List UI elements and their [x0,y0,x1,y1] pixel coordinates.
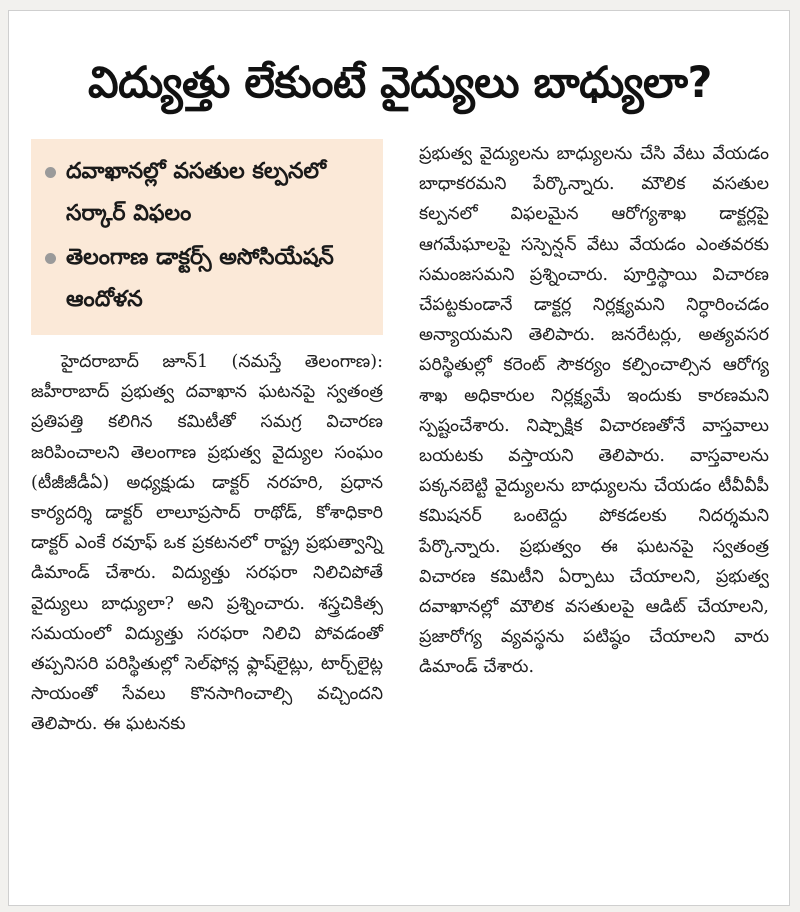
highlight-item [45,237,373,321]
newspaper-clipping [8,10,790,906]
article-body-left: హైదరాబాద్ జూన్1 (నమస్తే తెలంగాణ): జహీరాబాద్ ప్రభుత్వ దవాఖాన ఘటనపై స్వతంత్ర ప్రతిపత్తి కలిగిన కమిటీతో సమగ్ర విచారణ జరిపించాలని తెలంగాణ ప్రభుత్వ వైద్యుల సంఘం (టీజీజీడీఏ) అధ్యక్షుడు డాక్టర్ నరహరి, ప్రధాన కార్యదర్శి డాక్టర్ లాలూప్రసాద్ రాథోడ్, కోశాధికారి డాక్టర్ ఎంకే రవూఫ్ ఒక ప్రకటనలో రాష్ట్ర ప్రభుత్వాన్ని డిమాండ్ చేశారు. విద్యుత్తు సరఫరా నిలిచిపోతే వైద్యులు బాధ్యులా? అని ప్రశ్నించారు. శస్త్రచికిత్స సమయంలో విద్యుత్తు సరఫరా నిలిచి పోవడంతో తప్పనిసరి పరిస్థితుల్లో సెల్‌ఫోన్ల ఫ్లాష్‌లైట్లు, టార్చ్‌లైట్ల సాయంతో సేవలు కొనసాగించాల్సి వచ్చిందని తెలిపారు. ఈ ఘటనకు [31,352,383,735]
left-column [31,139,393,740]
highlights-box [31,139,383,335]
top-strip [0,0,800,10]
bullet-icon [45,253,56,264]
article-body-right: ప్రభుత్వ వైద్యులను బాధ్యులను చేసి వేటు వేయడం బాధాకరమని పేర్కొన్నారు. మౌలిక వసతుల కల్పనలో విఫలమైన ఆరోగ్యశాఖ డాక్టర్లపై ఆగమేఘాలపై సస్పెన్షన్ వేటు వేయడం ఎంతవరకు సమంజసమని ప్రశ్నించారు. పూర్తిస్థాయి విచారణ చేపట్టకుండానే డాక్టర్ల నిర్లక్ష్యమని నిర్ధారించడం అన్యాయమని తెలిపారు. జనరేటర్లు, అత్యవసర పరిస్థితుల్లో కరెంట్ సౌకర్యం కల్పించాల్సిన ఆరోగ్య శాఖ అధికారుల నిర్లక్ష్యమే ఇందుకు కారణమని స్పష్టంచేశారు. నిష్పాక్షిక విచారణతోనే వాస్తవాలు బయటకు వస్తాయని తెలిపారు. వాస్తవాలను పక్కనబెట్టి వైద్యులను బాధ్యులను చేయడం టీవీవీపీ కమిషనర్ ఒంటెద్దు పోకడలకు నిదర్శమని పేర్కొన్నారు. ప్రభుత్వం ఈ ఘటనపై స్వతంత్ర విచారణ కమిటీని ఏర్పాటు చేయాలని, ప్రభుత్వ దవాఖానల్లో మౌలిక వసతులపై ఆడిట్ చేయాలని, ప్రజారోగ్య వ్యవస్థను పటిష్ఠం చేయాలని వారు డిమాండ్ చేశారు. [419,144,769,678]
bullet-icon [45,167,56,178]
highlight-text: తెలంగాణ డాక్టర్స్ అసోసియేషన్ ఆందోళన [66,245,334,312]
article-headline: విద్యుత్తు లేకుంటే వైద్యులు బాధ్యులా? [88,58,712,108]
highlight-text: దవాఖానల్లో వసతుల కల్పనలో సర్కార్ విఫలం [66,159,327,226]
highlight-item [45,151,373,235]
right-column [419,139,775,683]
